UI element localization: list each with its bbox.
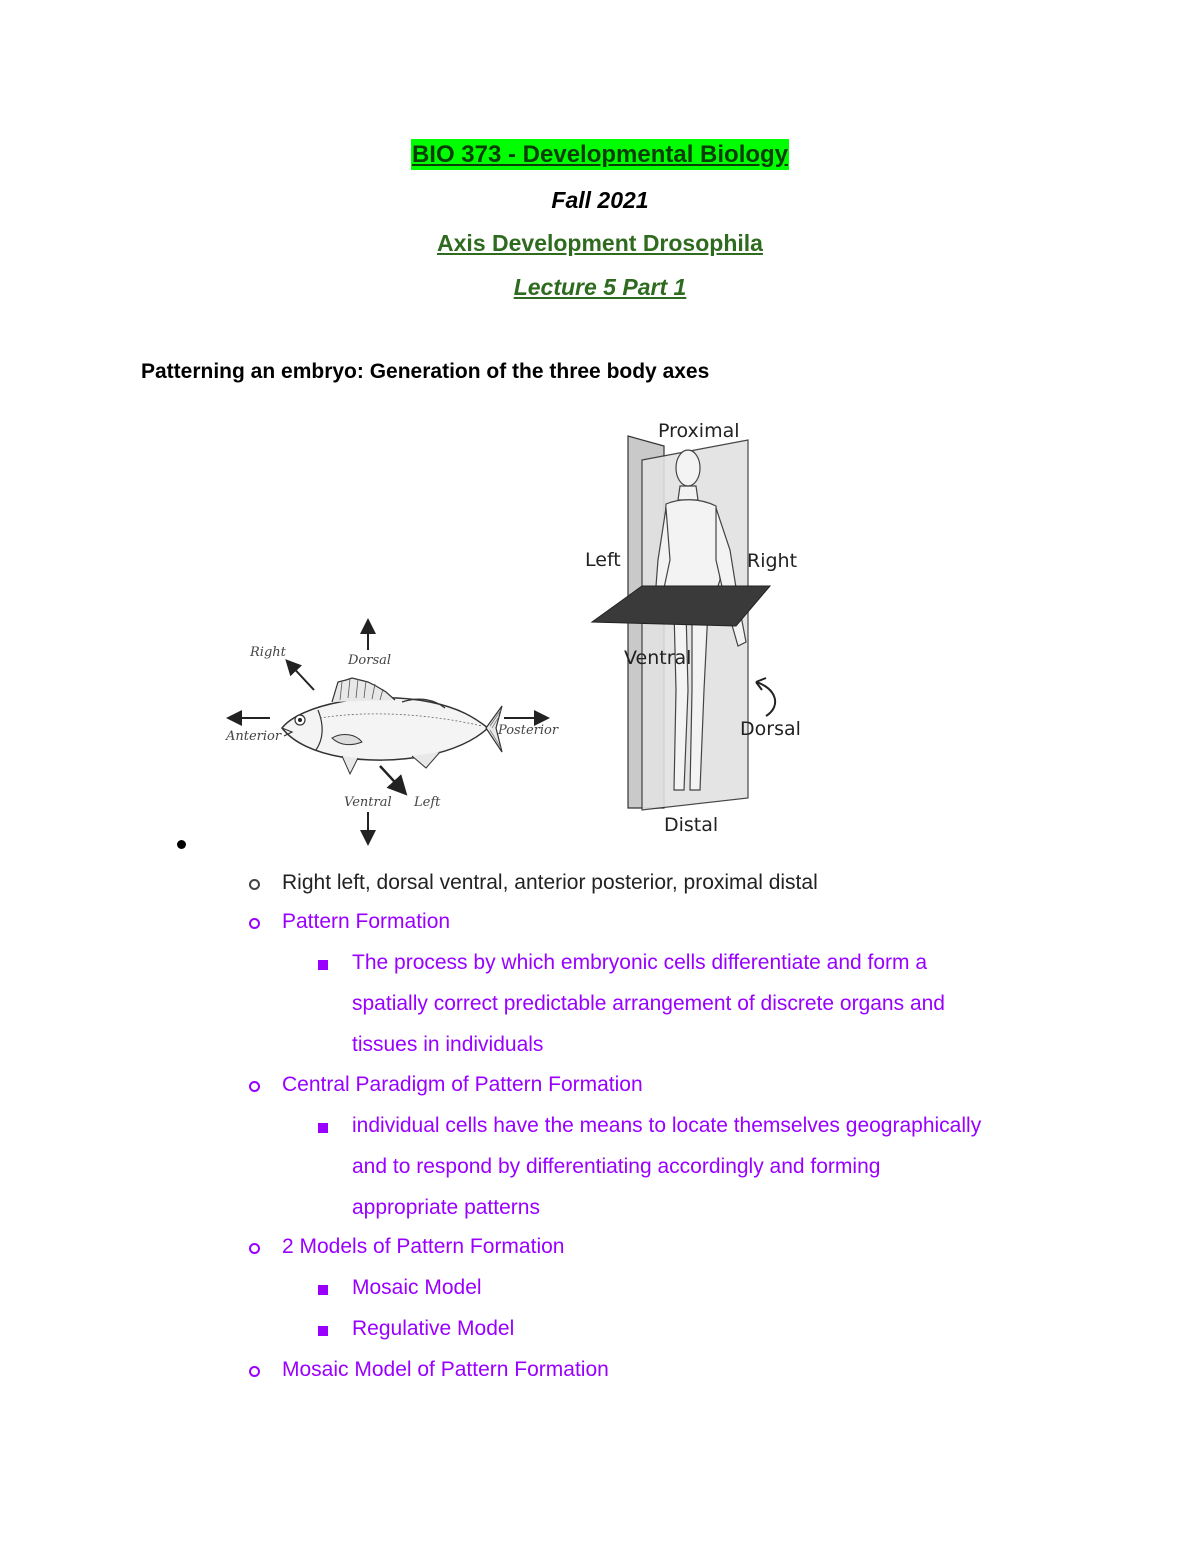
paradigm-def-line-1: individual cells have the means to locate themselves geographically xyxy=(352,1114,982,1137)
circle-bullet-icon xyxy=(249,918,260,929)
human-label-proximal: Proximal xyxy=(658,420,740,442)
human-label-dorsal: Dorsal xyxy=(740,718,801,740)
outline-regulative-model: Regulative Model xyxy=(352,1317,515,1340)
square-bullet-icon xyxy=(318,1285,328,1295)
pattern-def-line-1: The process by which embryonic cells differentiate and form a xyxy=(352,951,928,974)
fish-axes-figure xyxy=(220,610,560,850)
human-label-left: Left xyxy=(585,549,621,571)
lecture-title: Lecture 5 Part 1 xyxy=(513,274,687,300)
human-axes-figure xyxy=(570,410,810,840)
course-title: BIO 373 - Developmental Biology xyxy=(411,141,789,168)
fish-label-ventral: Ventral xyxy=(344,795,392,810)
fish-illustration xyxy=(282,678,502,774)
paradigm-def-line-3: appropriate patterns xyxy=(352,1196,540,1219)
outline-mosaic-model-heading: Mosaic Model of Pattern Formation xyxy=(282,1358,609,1381)
term: Fall 2021 xyxy=(551,187,649,213)
outline-mosaic-model: Mosaic Model xyxy=(352,1276,482,1299)
outline-axes-item: Right left, dorsal ventral, anterior posterior, proximal distal xyxy=(282,871,818,894)
left-arrow-icon xyxy=(380,766,404,792)
square-bullet-icon xyxy=(318,1326,328,1336)
outline-pattern-formation: Pattern Formation xyxy=(282,910,451,933)
fish-label-left: Left xyxy=(414,795,441,810)
human-label-ventral: Ventral xyxy=(624,647,692,669)
human-label-right: Right xyxy=(747,550,798,572)
outline-central-paradigm: Central Paradigm of Pattern Formation xyxy=(282,1073,643,1096)
fish-label-dorsal: Dorsal xyxy=(348,653,392,668)
paradigm-def-line-2: and to respond by differentiating accordingly and forming xyxy=(352,1155,881,1178)
square-bullet-icon xyxy=(318,1123,328,1133)
circle-bullet-icon xyxy=(249,1243,260,1254)
topic-title: Axis Development Drosophila xyxy=(437,230,763,256)
pattern-def-line-3: tissues in individuals xyxy=(352,1033,544,1056)
fish-label-anterior: Anterior xyxy=(226,729,282,744)
fish-label-right: Right xyxy=(250,645,286,660)
pattern-def-line-2: spatially correct predictable arrangement of discrete organs and xyxy=(352,992,945,1015)
outline-two-models: 2 Models of Pattern Formation xyxy=(282,1235,565,1258)
human-label-distal: Distal xyxy=(664,814,719,836)
section-heading: Patterning an embryo: Generation of the three body axes xyxy=(141,360,710,383)
circle-bullet-icon xyxy=(249,1081,260,1092)
circle-bullet-icon xyxy=(249,879,260,890)
fish-label-posterior: Posterior xyxy=(498,723,559,738)
bullet-dot-icon xyxy=(177,840,186,849)
square-bullet-icon xyxy=(318,960,328,970)
right-arrow-icon xyxy=(288,662,314,690)
circle-bullet-icon xyxy=(249,1366,260,1377)
